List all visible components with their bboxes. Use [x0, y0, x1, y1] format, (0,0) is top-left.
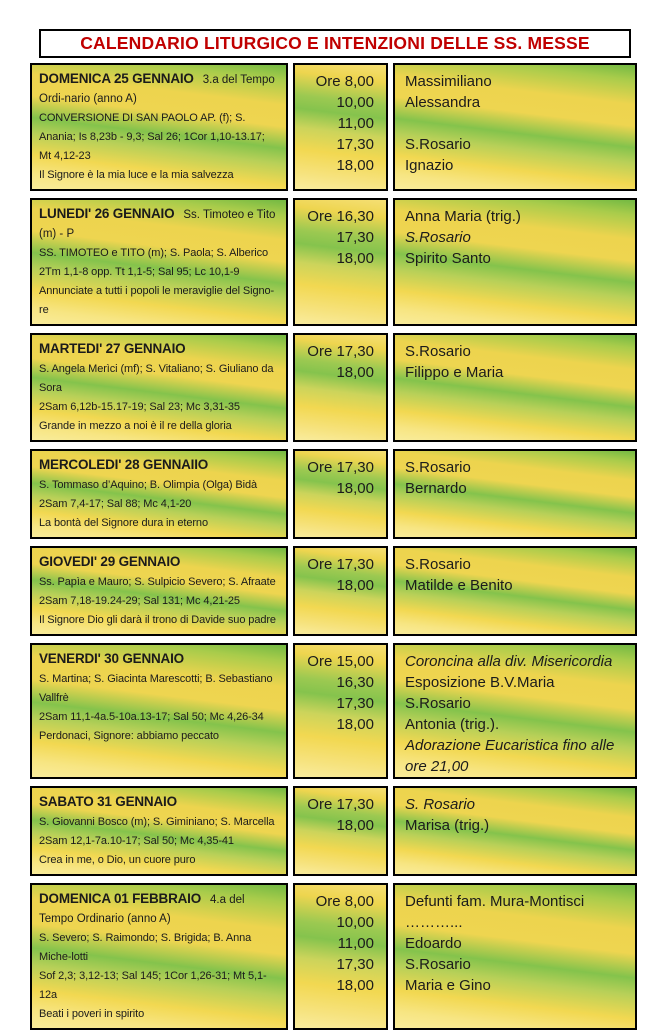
day-header: [39, 552, 278, 573]
day-header: [39, 455, 278, 476]
mass-time: Ore 8,00: [315, 73, 374, 90]
mass-intention: Matilde e Benito: [405, 577, 513, 594]
mass-time: 18,00: [336, 577, 374, 594]
calendar-row: [30, 449, 637, 539]
mass-intention: Maria e Gino: [405, 977, 491, 994]
times-cell: [293, 198, 388, 326]
detail-line: Perdonaci, Signore: abbiamo peccato: [39, 730, 219, 742]
day-title: MERCOLEDI' 28 GENNAIIO: [39, 457, 209, 472]
mass-intention: S.Rosario: [405, 695, 471, 712]
intentions-cell: [393, 333, 637, 442]
mass-intention: S.Rosario: [405, 229, 471, 246]
day-cell: [30, 449, 288, 539]
mass-time: Ore 17,30: [307, 459, 374, 476]
day-details: [39, 573, 278, 630]
detail-line: Grande in mezzo a noi è il re della gloria: [39, 420, 232, 432]
mass-time: Ore 17,30: [307, 796, 374, 813]
intentions-cell: [393, 63, 637, 191]
mass-time: 10,00: [336, 914, 374, 931]
mass-intention: Alessandra: [405, 94, 481, 111]
mass-intention: S.Rosario: [405, 459, 471, 476]
detail-line: S. Angela Merìci (mf); S. Vitaliano; S. Giuliano da Sora: [39, 363, 274, 394]
mass-intention: Defunti fam. Mura-Montisci: [405, 893, 585, 910]
mass-intention: Adorazione Eucaristica fino alle ore 21,00: [405, 737, 615, 775]
mass-intention: Edoardo: [405, 935, 462, 952]
day-title: SABATO 31 GENNAIO: [39, 794, 177, 809]
day-cell: [30, 198, 288, 326]
day-details: [39, 813, 278, 870]
detail-line: 2Sam 6,12b-15.17-19; Sal 23; Mc 3,31-35: [39, 401, 240, 413]
mass-intention: S.Rosario: [405, 956, 471, 973]
mass-intention: Spirito Santo: [405, 250, 491, 267]
calendar-row: [30, 198, 637, 326]
day-title: MARTEDI' 27 GENNAIO: [39, 341, 186, 356]
day-header: [39, 339, 278, 360]
times-cell: [293, 786, 388, 876]
mass-intention: [405, 113, 629, 134]
detail-line: 2Sam 7,4-17; Sal 88; Mc 4,1-20: [39, 498, 192, 510]
times-cell: [293, 449, 388, 539]
detail-line: CONVERSIONE DI SAN PAOLO AP. (f); S. Anania; Is 8,23b - 9,3; Sal 26; 1Cor 1,10-13.17; Mt 4,12-23: [39, 112, 265, 162]
detail-line: Il Signore Dio gli darà il trono di Davide suo padre: [39, 614, 276, 626]
day-header: [39, 649, 278, 670]
mass-time: 17,30: [336, 136, 374, 153]
mass-intention: S. Rosario: [405, 796, 476, 813]
intentions-cell: [393, 786, 637, 876]
day-details: [39, 670, 278, 746]
calendar-row: [30, 63, 637, 191]
mass-intention: S.Rosario: [405, 136, 471, 153]
mass-time: 18,00: [336, 364, 374, 381]
day-details: [39, 109, 278, 185]
mass-intention: Ignazio: [405, 157, 454, 174]
mass-time: 17,30: [336, 956, 374, 973]
calendar-row: [30, 883, 637, 1030]
detail-line: Sof 2,3; 3,12-13; Sal 145; 1Cor 1,26-31; Mt 5,1-12a: [39, 970, 267, 1001]
detail-line: Il Signore è la mia luce e la mia salvezza: [39, 169, 234, 181]
mass-intention: Coroncina alla div. Misericordia: [405, 653, 613, 670]
mass-time: 18,00: [336, 157, 374, 174]
mass-time: Ore 17,30: [307, 343, 374, 360]
mass-time: 11,00: [337, 115, 374, 132]
calendar-row: [30, 333, 637, 442]
mass-intention: Filippo e Maria: [405, 364, 504, 381]
day-details: [39, 929, 278, 1024]
detail-line: SS. TIMOTEO e TITO (m); S. Paola; S. Alberico: [39, 247, 269, 259]
day-cell: [30, 643, 288, 779]
day-cell: [30, 546, 288, 636]
calendar-row: [30, 546, 637, 636]
day-cell: [30, 786, 288, 876]
mass-intention: Marisa (trig.): [405, 817, 490, 834]
detail-line: Ss. Papìa e Mauro; S. Sulpicio Severo; S. Afraate: [39, 576, 276, 588]
page-title: CALENDARIO LITURGICO E INTENZIONI DELLE SS. MESSE: [80, 33, 590, 53]
calendar-row: [30, 643, 637, 779]
detail-line: S. Severo; S. Raimondo; S. Brigida; B. Anna Miche-lotti: [39, 932, 252, 963]
times-cell: [293, 546, 388, 636]
times-cell: [293, 883, 388, 1030]
day-note: Ss. Timoteo e Tito (m) - P: [39, 209, 276, 240]
mass-time: 18,00: [336, 480, 374, 497]
day-title: DOMENICA 01 FEBBRAIO: [39, 891, 202, 906]
detail-line: 2Tm 1,1-8 opp. Tt 1,1-5; Sal 95; Lc 10,1-9: [39, 266, 240, 278]
detail-line: Crea in me, o Dio, un cuore puro: [39, 854, 196, 866]
times-cell: [293, 63, 388, 191]
mass-time: 18,00: [336, 977, 374, 994]
intentions-cell: [393, 449, 637, 539]
detail-line: 2Sam 11,1-4a.5-10a.13-17; Sal 50; Mc 4,26-34: [39, 711, 264, 723]
day-header: [39, 792, 278, 813]
day-title: GIOVEDI' 29 GENNAIO: [39, 554, 181, 569]
mass-intention: Bernardo: [405, 480, 467, 497]
mass-intention: Massimiliano: [405, 73, 492, 90]
mass-time: 17,30: [336, 695, 374, 712]
day-title: VENERDI' 30 GENNAIO: [39, 651, 184, 666]
day-header: [39, 204, 278, 244]
detail-line: S. Giovanni Bosco (m); S. Giminiano; S. Marcella: [39, 816, 275, 828]
detail-line: S. Martina; S. Giacinta Marescotti; B. Sebastiano Vallfrè: [39, 673, 273, 704]
mass-time: 18,00: [336, 817, 374, 834]
detail-line: La bontà del Signore dura in eterno: [39, 517, 208, 529]
mass-intention: Esposizione B.V.Maria: [405, 674, 555, 691]
mass-intention: S.Rosario: [405, 343, 471, 360]
mass-time: 18,00: [336, 250, 374, 267]
day-details: [39, 360, 278, 436]
mass-time: 16,30: [336, 674, 374, 691]
intentions-cell: [393, 546, 637, 636]
day-header: [39, 889, 278, 929]
day-details: [39, 244, 278, 320]
mass-time: Ore 16,30: [307, 208, 374, 225]
detail-line: Beati i poveri in spirito: [39, 1008, 145, 1020]
title-box: [39, 29, 631, 58]
detail-line: 2Sam 12,1-7a.10-17; Sal 50; Mc 4,35-41: [39, 835, 234, 847]
day-header: [39, 69, 278, 109]
mass-time: 17,30: [336, 229, 374, 246]
mass-time: Ore 8,00: [315, 893, 374, 910]
day-note: 3.a del Tempo Ordi-nario (anno A): [39, 74, 275, 105]
day-details: [39, 476, 278, 533]
detail-line: Annunciate a tutti i popoli le meraviglie del Signo-re: [39, 285, 275, 316]
mass-time: Ore 17,30: [307, 556, 374, 573]
day-cell: [30, 333, 288, 442]
intentions-cell: [393, 883, 637, 1030]
day-cell: [30, 883, 288, 1030]
mass-time: 18,00: [336, 716, 374, 733]
day-title: DOMENICA 25 GENNAIO: [39, 71, 194, 86]
mass-time: 10,00: [336, 94, 374, 111]
mass-intention: S.Rosario: [405, 556, 471, 573]
times-cell: [293, 333, 388, 442]
mass-time: 11,00: [337, 935, 374, 952]
intentions-cell: [393, 198, 637, 326]
day-cell: [30, 63, 288, 191]
intentions-cell: [393, 643, 637, 779]
day-title: LUNEDI' 26 GENNAIO: [39, 206, 175, 221]
mass-intention: ………...: [405, 914, 463, 931]
mass-intention: Anna Maria (trig.): [405, 208, 521, 225]
calendar-table: [30, 63, 637, 1030]
mass-time: Ore 15,00: [307, 653, 374, 670]
detail-line: 2Sam 7,18-19.24-29; Sal 131; Mc 4,21-25: [39, 595, 240, 607]
mass-intention: Antonia (trig.).: [405, 716, 500, 733]
calendar-row: [30, 786, 637, 876]
detail-line: S. Tommaso d’Aquino; B. Olimpia (Olga) Bidà: [39, 479, 258, 491]
times-cell: [293, 643, 388, 779]
day-note: 4.a del Tempo Ordinario (anno A): [39, 894, 245, 925]
